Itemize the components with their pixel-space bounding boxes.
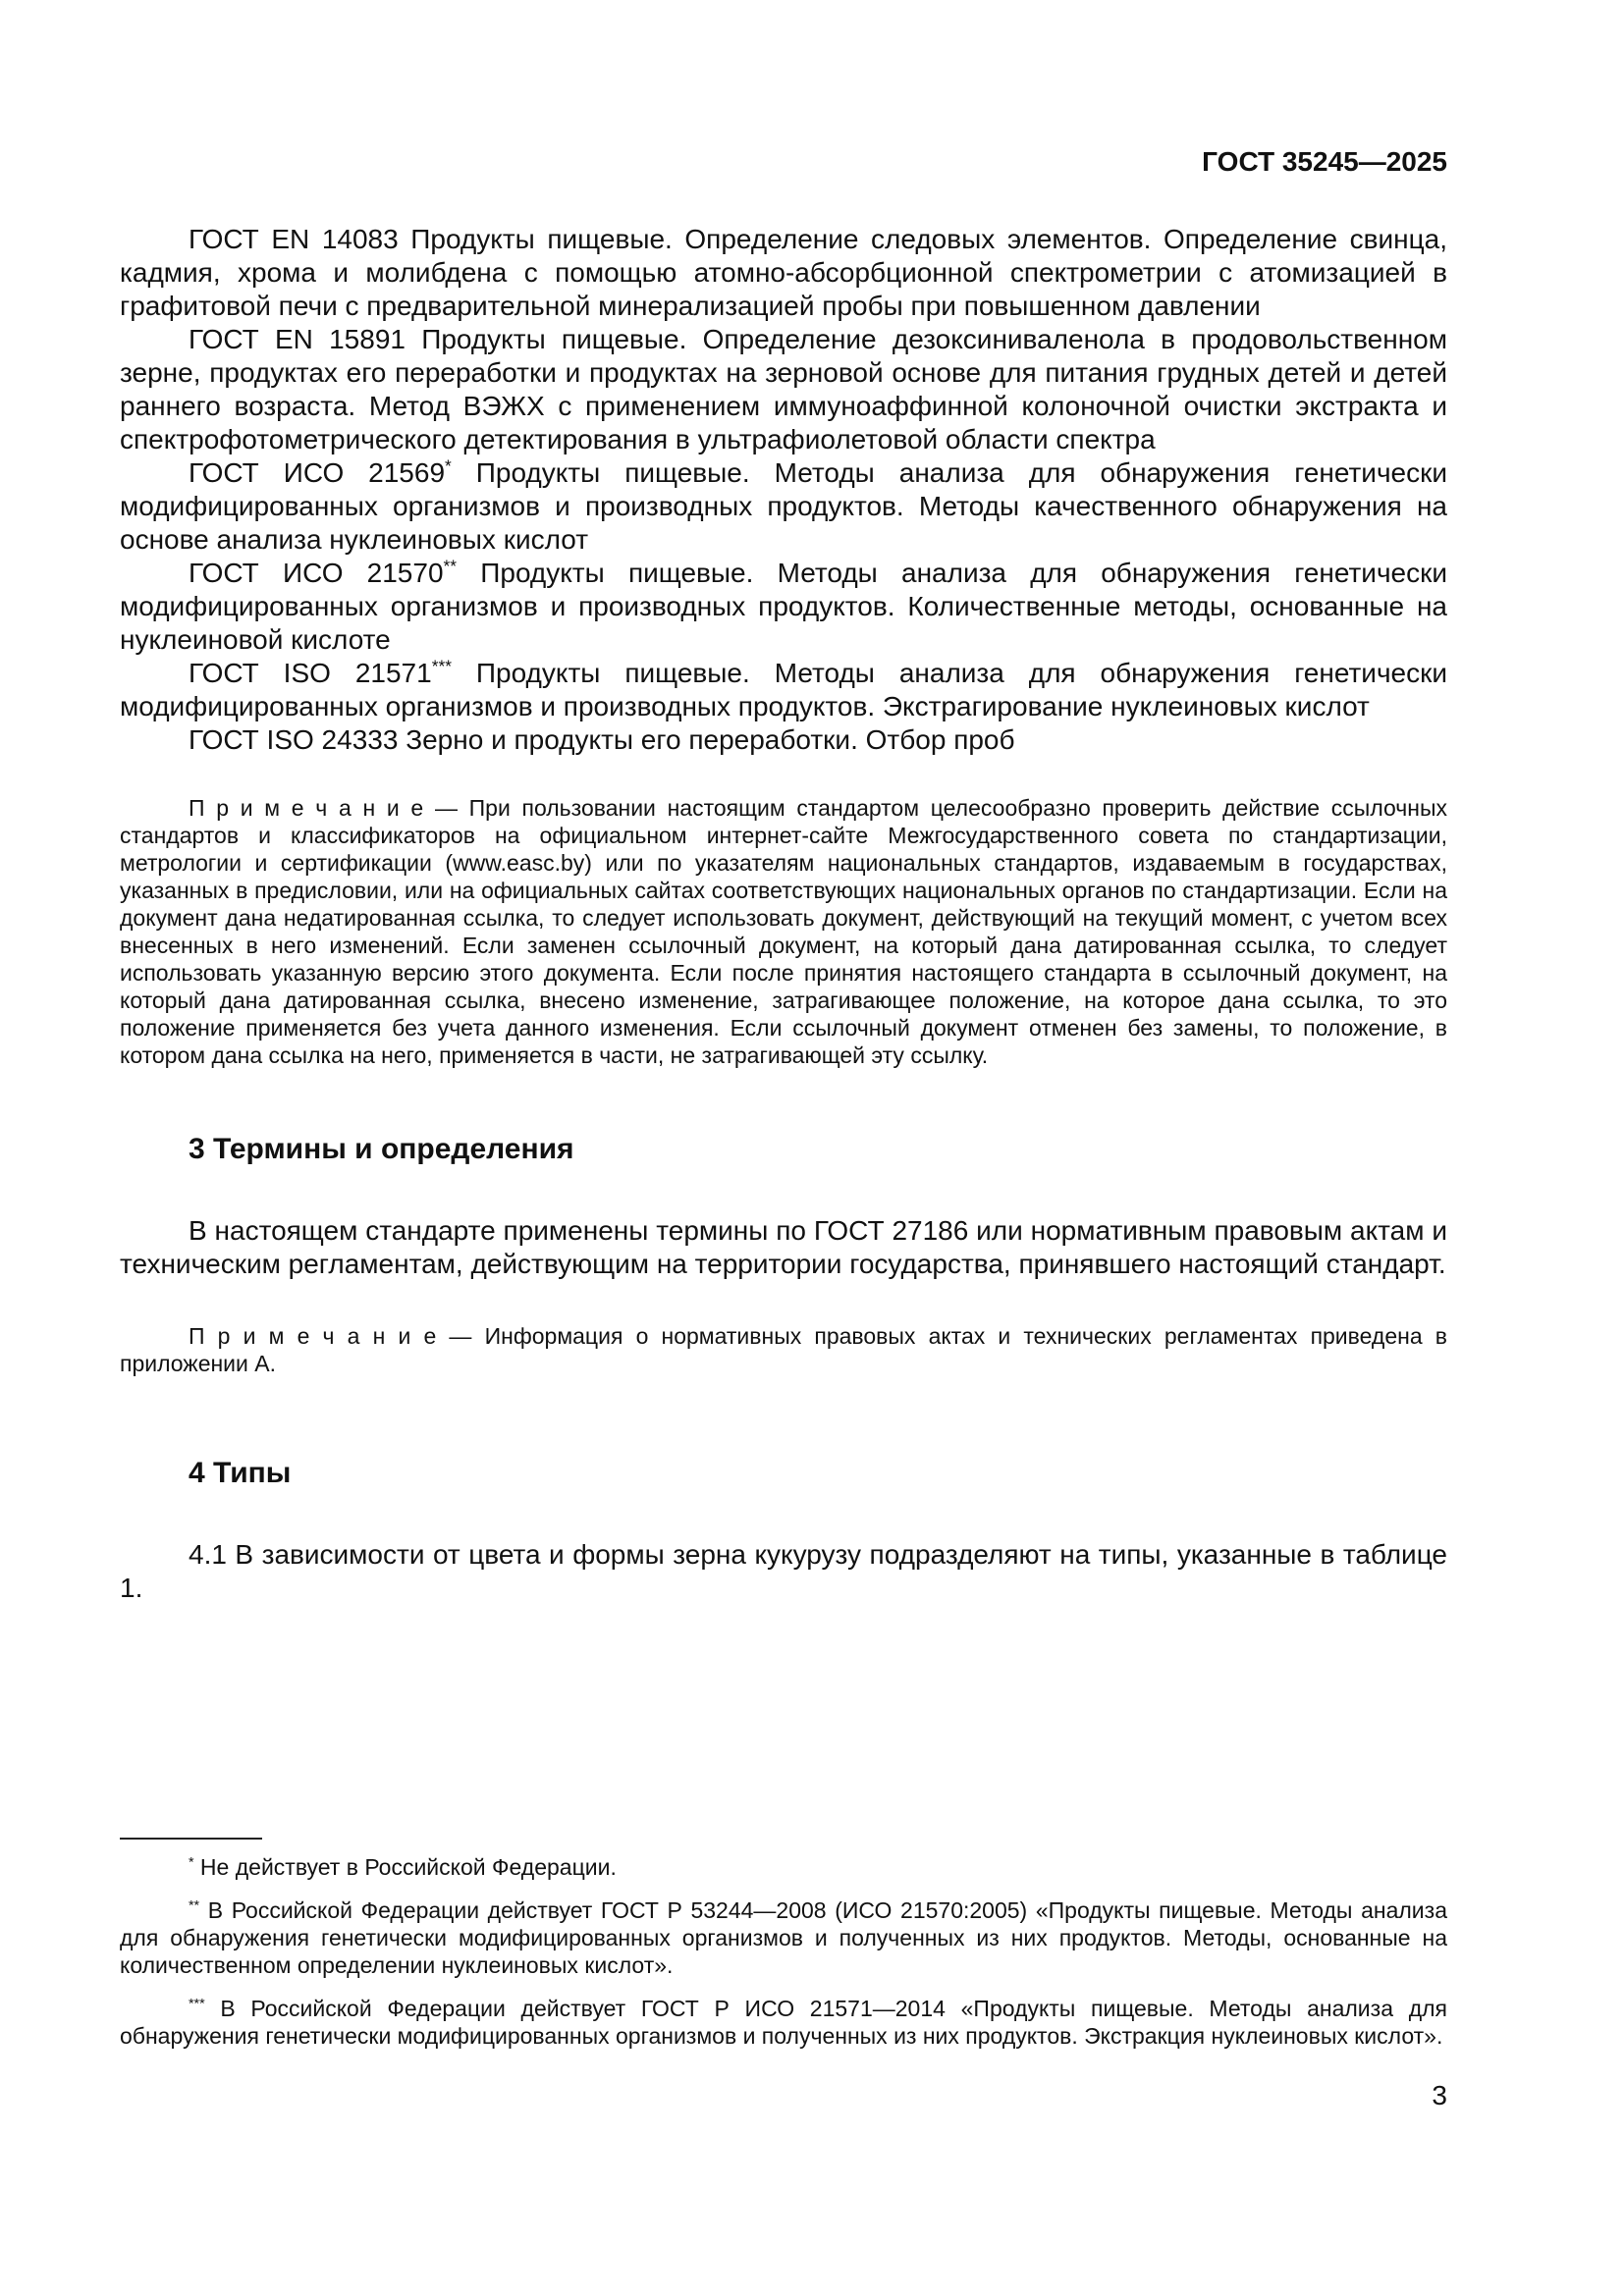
section-4-paragraph: 4.1 В зависимости от цвета и формы зерна кукурузу подразделяют на типы, указанные в таблице 1. [120,1539,1447,1603]
section-3-note [120,1322,1447,1377]
reference-paragraph-gost-en-14083: ГОСТ EN 14083 Продукты пищевые. Определение следовых элементов. Определение свинца, кадмия, хрома и молибдена с помощью атомно-абсорбционной спектрометрии с атомизацией в графитовой печи с предварительной минерализацией пробы при повышенном давлении [120,224,1447,321]
note-label: П р и м е ч а н и е [189,795,424,821]
reference-code: ГОСТ ISO 21571 [189,658,432,688]
reference-paragraph-gost-iso-21570 [120,557,1447,657]
footnote-marker: * [445,455,452,476]
footnote-separator-rule [120,1838,262,1840]
footnote-text: В Российской Федерации действует ГОСТ Р ИСО 21571—2014 «Продукты пищевые. Методы анализа для обнаружения генетически модифицированных организмов и полученных из них продуктов. Экстракция нуклеиновых кислот». [120,1996,1447,2049]
page-content [120,145,1447,1605]
page-number: 3 [1432,2080,1447,2110]
reference-code: ГОСТ ИСО 21569 [189,457,446,488]
reference-code: ГОСТ ИСО 21570 [189,558,444,588]
footnote-marker: *** [431,656,452,676]
note-label: П р и м е ч а н и е [189,1323,437,1349]
section-3-paragraph: В настоящем стандарте применены термины по ГОСТ 27186 или нормативным правовым актам и техническим регламентам, действующим на территории государства, принявшего настоящий стандарт. [120,1215,1447,1279]
footnotes-block [120,1838,1447,2050]
footnote-3 [120,1995,1447,2050]
footnote-text: Не действует в Российской Федерации. [193,1854,617,1880]
references-note [120,794,1447,1069]
section-4-heading: 4 Типы [189,1457,292,1489]
reference-paragraph-gost-en-15891: ГОСТ EN 15891 Продукты пищевые. Определение дезоксиниваленола в продовольственном зерне, продуктах его переработки и продуктах на зерновой основе для питания грудных детей и детей раннего возраста. Метод ВЭЖХ с применением иммуноаффинной колоночной очистки экстракта и спектрофотометрического детектирования в ультрафиолетовой области спектра [120,324,1447,454]
reference-paragraph-gost-iso-21569 [120,456,1447,557]
section-3-heading: 3 Термины и определения [189,1133,574,1165]
reference-text: Продукты пищевые. Методы анализа для обнаружения генетически модифицированных организмов и производных продуктов. Методы качественного обнаружения на основе анализа нуклеиновых кислот [120,457,1447,555]
footnote-2 [120,1896,1447,1979]
note-text: — При пользовании настоящим стандартом целесообразно проверить действие ссылочных стандартов и классификаторов на официальном интернет-сайте Межгосударственного совета по стандартизации, метрологии и сертификации (www.easc.by) или по указателям национальных стандартов, издаваемым в государствах, указанных в предисловии, или на официальных сайтах соответствующих национальных органов по стандартизации. Если на документ дана недатированная ссылка, то следует использовать документ, действующий на текущий момент, с учетом всех внесенных в него изменений. Если заменен ссылочный документ, на который дана датированная ссылка, то следует использовать указанную версию этого документа. Если после принятия настоящего стандарта в ссылочный документ, на который дана датированная ссылка, внесено изменение, затрагивающее положение, на которое дана ссылка, то это положение применяется без учета данного изменения. Если ссылочный документ отменен без замены, то положение, в котором дана ссылка на него, применяется в части, не затрагивающей эту ссылку. [120,795,1447,1068]
note-text: — Информация о нормативных правовых актах и технических регламентах приведена в приложении А. [120,1323,1447,1376]
running-header: ГОСТ 35245—2025 [1202,146,1447,177]
footnote-marker: * [189,1854,194,1871]
footnote-marker: ** [443,556,458,576]
footnote-text: В Российской Федерации действует ГОСТ Р 53244—2008 (ИСО 21570:2005) «Продукты пищевые. Методы анализа для обнаружения генетически модифицированных организмов и полученных из них продуктов. Методы, основанные на количественном определении нуклеиновых кислот». [120,1897,1447,1978]
footnote-1 [120,1853,1447,1881]
reference-paragraph-gost-iso-24333: ГОСТ ISO 24333 Зерно и продукты его переработки. Отбор проб [189,724,1015,755]
reference-text: Продукты пищевые. Методы анализа для обнаружения генетически модифицированных организмов и производных продуктов. Экстрагирование нуклеиновых кислот [120,658,1447,721]
footnote-marker: ** [189,1897,200,1914]
reference-paragraph-gost-iso-21571 [120,657,1447,723]
footnote-marker: *** [189,1996,205,2012]
reference-text: Продукты пищевые. Методы анализа для обнаружения генетически модифицированных организмов и производных продуктов. Количественные методы, основанные на нуклеиновой кислоте [120,558,1447,655]
